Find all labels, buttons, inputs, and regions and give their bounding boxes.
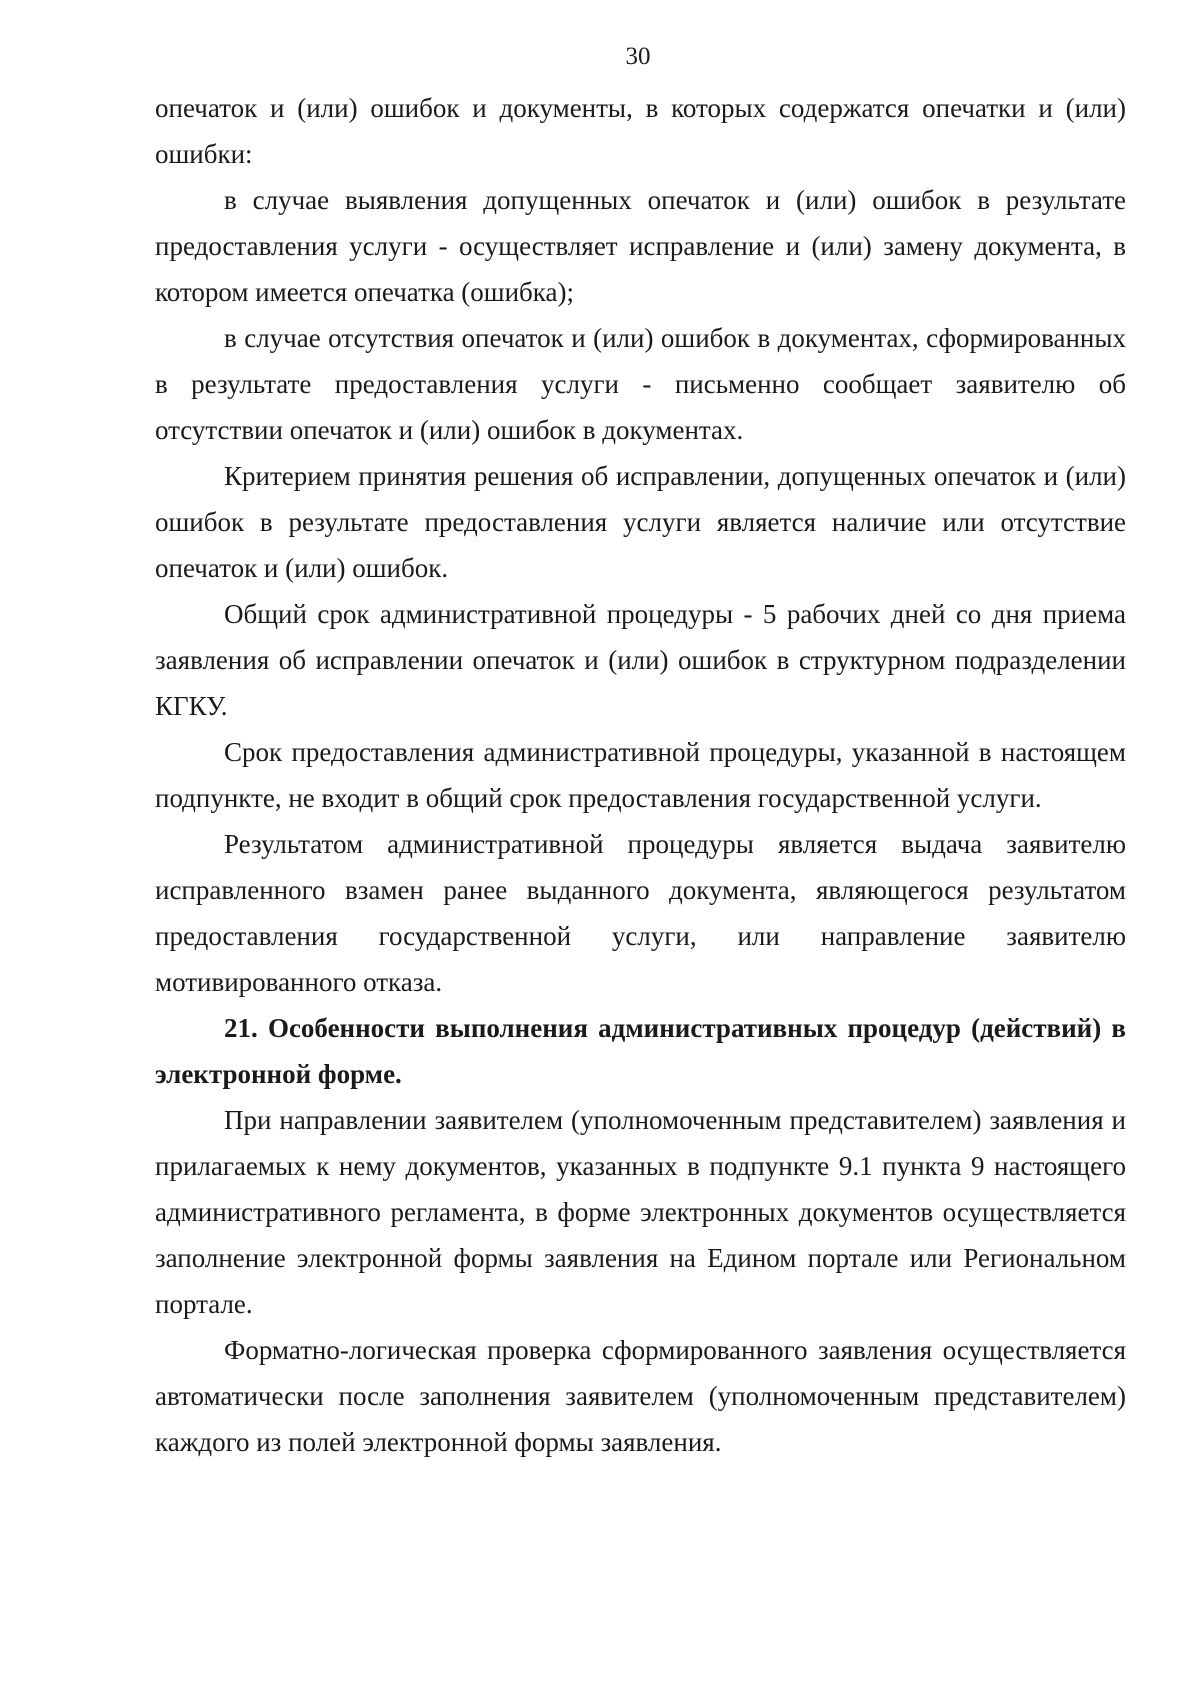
paragraph-total-term: Общий срок административной процедуры - 5 рабочих дней со дня приема заявления об исправлении опечаток и (или) ошибок в структурном подразделении КГКУ. bbox=[155, 599, 1126, 721]
paragraph-procedure-result: Результатом административной процедуры является выдача заявителю исправленного взамен ранее выданного документа, являющегося результатом предоставления государственной услуги, или направление заявителю мотивированного отказа. bbox=[155, 829, 1126, 997]
paragraph-format-check: Форматно-логическая проверка сформированного заявления осуществляется автоматически после заполнения заявителем (уполномоченным представителем) каждого из полей электронной формы заявления. bbox=[155, 1335, 1126, 1457]
paragraph-typos-found: в случае выявления допущенных опечаток и (или) ошибок в результате предоставления услуги - осуществляет исправление и (или) замену документа, в котором имеется опечатка (ошибка); bbox=[155, 185, 1126, 307]
document-body bbox=[155, 85, 1126, 1465]
paragraph-term-exclusion: Срок предоставления административной процедуры, указанной в настоящем подпункте, не входит в общий срок предоставления государственной услуги. bbox=[155, 737, 1126, 813]
page-number: 30 bbox=[625, 43, 651, 70]
paragraph-continuation: опечаток и (или) ошибок и документы, в которых содержатся опечатки и (или) ошибки: bbox=[155, 93, 1126, 169]
paragraph-no-typos: в случае отсутствия опечаток и (или) ошибок в документах, сформированных в результате предоставления услуги - письменно сообщает заявителю об отсутствии опечаток и (или) ошибок в документах. bbox=[155, 323, 1126, 445]
paragraph-decision-criterion: Критерием принятия решения об исправлении, допущенных опечаток и (или) ошибок в результате предоставления услуги является наличие или отсутствие опечаток и (или) ошибок. bbox=[155, 461, 1126, 583]
paragraph-electronic-submission: При направлении заявителем (уполномоченным представителем) заявления и прилагаемых к нему документов, указанных в подпункте 9.1 пункта 9 настоящего административного регламента, в форме электронных документов осуществляется заполнение электронной формы заявления на Едином портале или Региональном портале. bbox=[155, 1105, 1126, 1319]
section-heading: 21. Особенности выполнения административных процедур (действий) в электронной форме. bbox=[155, 1013, 1126, 1089]
